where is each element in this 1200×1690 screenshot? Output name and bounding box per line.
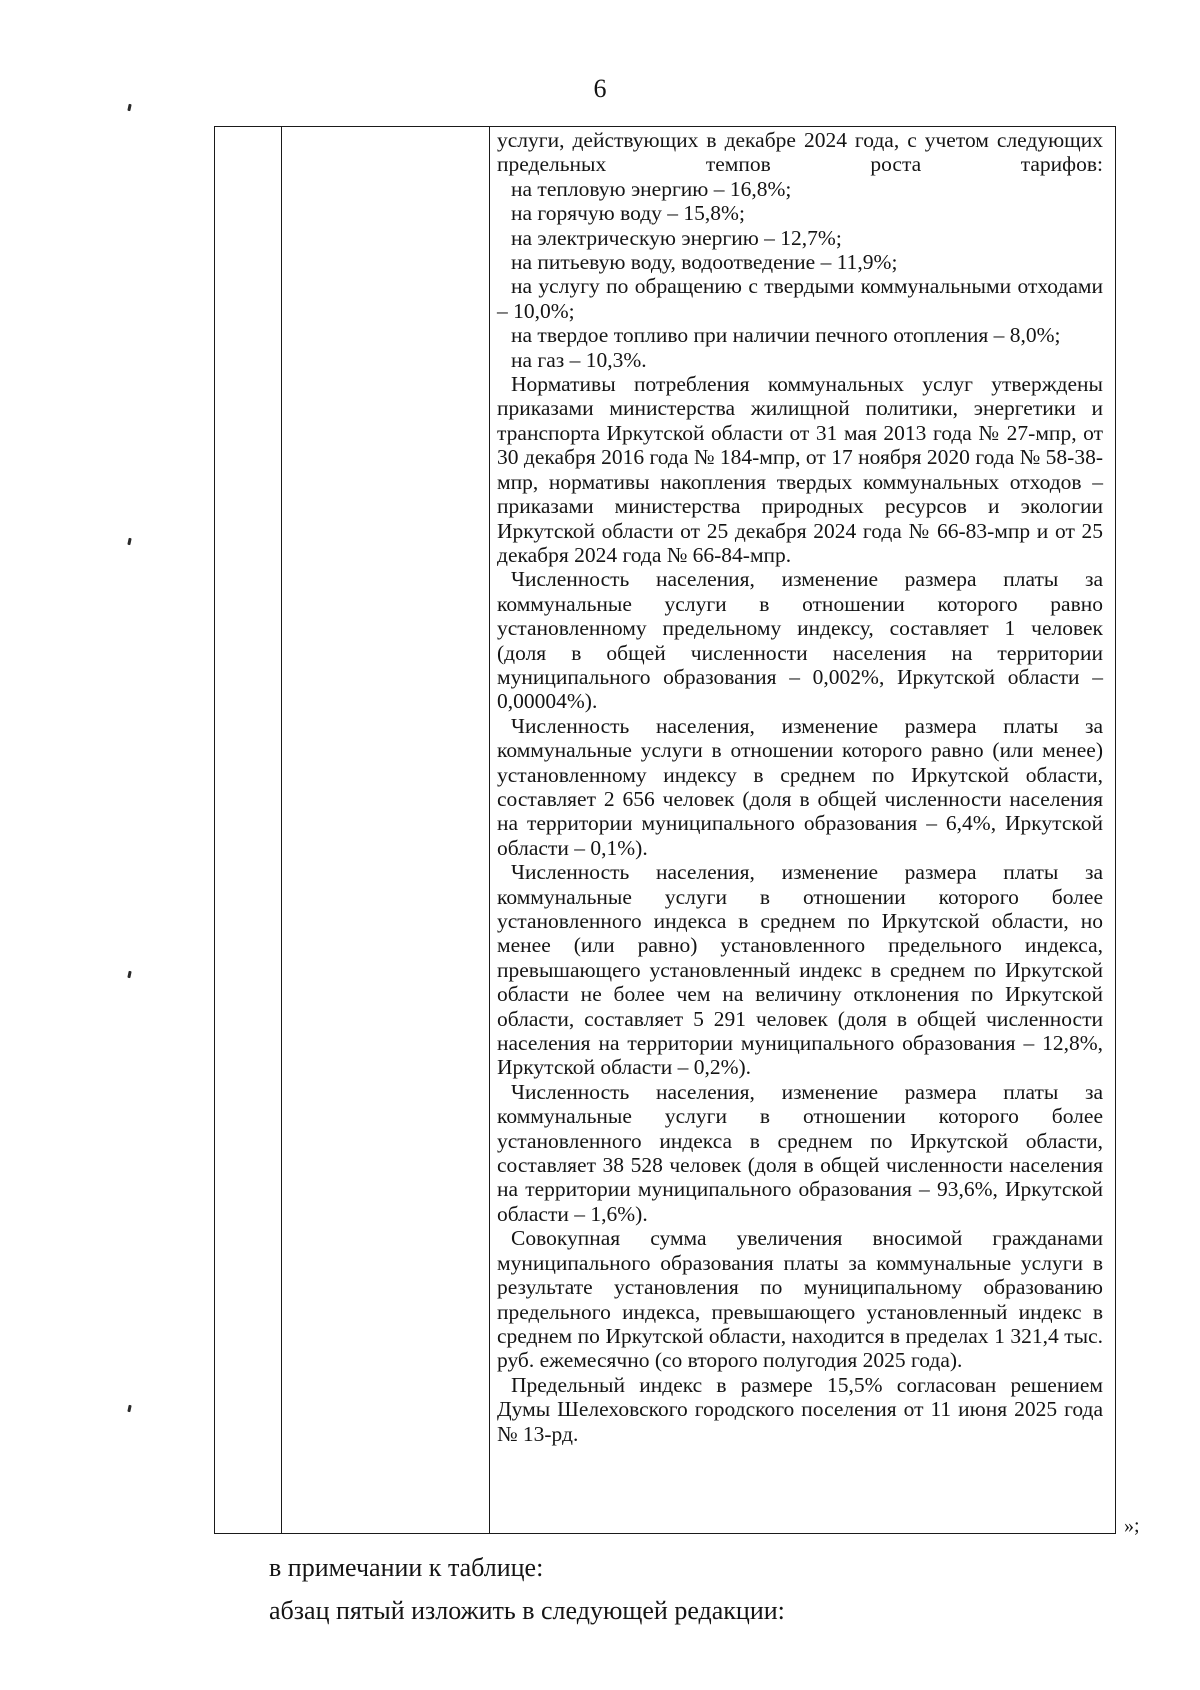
note-line: в примечании к таблице: <box>269 1553 544 1582</box>
paragraph: на газ – 10,3%. <box>511 347 647 372</box>
paragraph: Численность населения, изменение размера платы за коммунальные услуги в отношении которого равно установленному предельному индексу, составляет 1 человек (доля в общей численности населения на территории муниципального образования – 0,002%, Иркутской области – 0,00004%). <box>497 567 1103 714</box>
paragraph: на твердое топливо при наличии печного отопления – 8,0%; <box>511 323 1061 348</box>
paragraph: Нормативы потребления коммунальных услуг утверждены приказами министерства жилищной политики, энергетики и транспорта Иркутской области от 31 мая 2013 года № 27-мпр, от 30 декабря 2016 года № 184-мпр, от 17 ноября 2020 года № 58-38-мпр, нормативы накопления твердых коммунальных отходов – приказами министерства природных ресурсов и экологии Иркутской области от 25 декабря 2024 года № 66-83-мпр и от 25 декабря 2024 года № 66-84-мпр. <box>497 372 1103 567</box>
column-divider <box>489 127 490 1533</box>
table-cell-text <box>497 128 1103 1446</box>
margin-mark <box>127 1405 131 1412</box>
paragraph: на горячую воду – 15,8%; <box>511 201 745 226</box>
paragraph: Численность населения, изменение размера платы за коммунальные услуги в отношении которого более установленного индекса в среднем по Иркутской области, составляет 38 528 человек (доля в общей численности населения на территории муниципального образования – 93,6%, Иркутской области – 1,6%). <box>497 1079 1103 1226</box>
margin-mark <box>127 971 131 978</box>
paragraph: Численность населения, изменение размера платы за коммунальные услуги в отношении которого более установленного индекса в среднем по Иркутской области, но менее (или равно) установленного предельного индекса, превышающего установленный индекс в среднем по Иркутской области не более чем на величину отклонения по Иркутской области, составляет 5 291 человек (доля в общей численности населения на территории муниципального образования – 12,8%, Иркутской области – 0,2%). <box>497 860 1103 1080</box>
paragraph: Предельный индекс в размере 15,5% согласован решением Думы Шелеховского городского поселения от 11 июня 2025 года № 13-рд. <box>497 1372 1103 1446</box>
paragraph: на электрическую энергию – 12,7%; <box>511 225 842 250</box>
page-number: 6 <box>593 74 607 103</box>
paragraph: на услугу по обращению с твердыми коммунальными отходами – 10,0%; <box>497 274 1103 323</box>
paragraph: на питьевую воду, водоотведение – 11,9%; <box>511 250 898 275</box>
margin-mark <box>127 104 131 111</box>
note-line: абзац пятый изложить в следующей редакции: <box>269 1596 785 1625</box>
closing-quote: »; <box>1124 1515 1140 1537</box>
margin-mark <box>127 538 131 545</box>
column-divider <box>281 127 282 1533</box>
paragraph: на тепловую энергию – 16,8%; <box>511 176 792 201</box>
paragraph: Численность населения, изменение размера платы за коммунальные услуги в отношении которого равно (или менее) установленному индексу в среднем по Иркутской области, составляет 2 656 человек (доля в общей численности населения на территории муниципального образования – 6,4%, Иркутской области – 0,1%). <box>497 713 1103 860</box>
paragraph: услуги, действующих в декабре 2024 года, с учетом следующих предельных темпов роста тарифов: <box>497 128 1103 177</box>
paragraph: Совокупная сумма увеличения вносимой гражданами муниципального образования платы за коммунальные услуги в результате установления по муниципальному образованию предельного индекса, превышающего установленный индекс в среднем по Иркутской области, находится в пределах 1 321,4 тыс. руб. ежемесячно (со второго полугодия 2025 года). <box>497 1226 1103 1373</box>
